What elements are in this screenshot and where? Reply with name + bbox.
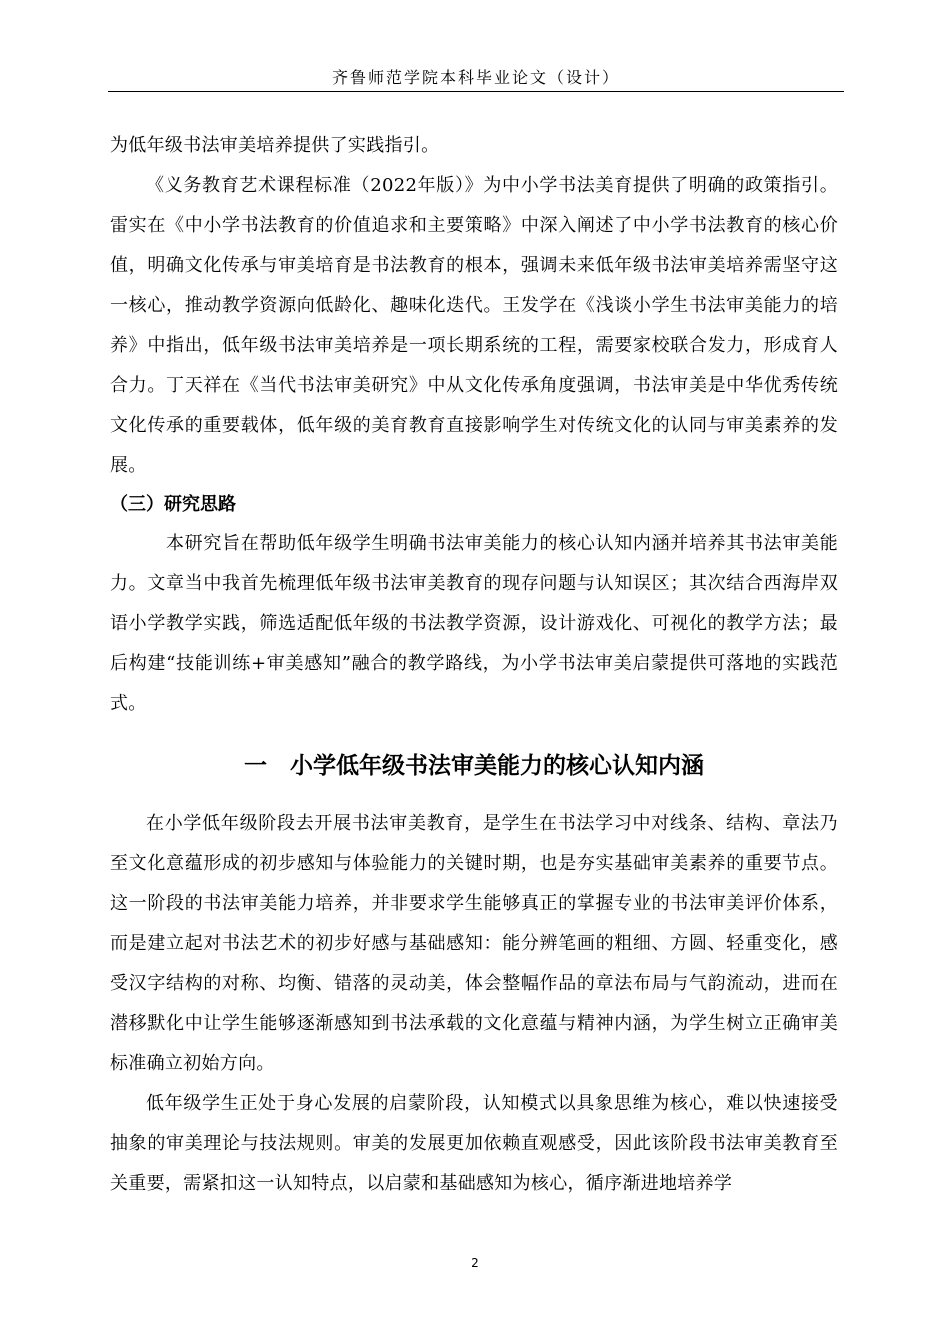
paragraph-chapter-cognition: 低年级学生正处于身心发展的启蒙阶段，认知模式以具象思维为核心，难以快速接受抽象的审美理论与技法规则。审美的发展更加依赖直观感受，因此该阶段书法审美教育至关重要，需紧扣这一认知特点，以启蒙和基础感知为核心，循序渐进地培养学 — [110, 1093, 838, 1194]
paragraph-policy-review: 《义务教育艺术课程标准（2022年版）》为中小学书法美育提供了明确的政策指引。雷实在《中小学书法教育的价值追求和主要策略》中深入阐述了中小学书法教育的核心价值，明确文化传承与审美培育是书法教育的根本，强调未来低年级书法审美培养需坚守这一核心，推动教学资源向低龄化、趣味化迭代。王发学在《浅谈小学生书法审美能力的培养》中指出，低年级书法审美培养是一项长期系统的工程，需要家校联合发力，形成育人合力。丁天祥在《当代书法审美研究》中从文化传承角度强调，书法审美是中华优秀传统文化传承的重要载体，低年级的美育教育直接影响学生对传统文化的认同与审美素养的发展。 — [110, 175, 838, 476]
paragraph-continuation: 为低年级书法审美培养提供了实践指引。 — [110, 135, 440, 156]
paragraph-research-approach: 本研究旨在帮助低年级学生明确书法审美能力的核心认知内涵并培养其书法审美能力。文章当中我首先梳理低年级书法审美教育的现存问题与认知误区；其次结合西海岸双语小学教学实践，筛选适配低年级的书法教学资源，设计游戏化、可视化的教学方法；最后构建“技能训练+审美感知”融合的教学路线，为小学书法审美启蒙提供可落地的实践范式。 — [110, 533, 838, 714]
page-number: 2 — [471, 1256, 479, 1270]
chapter-heading: 一 小学低年级书法审美能力的核心认知内涵 — [244, 753, 704, 779]
header-rule — [108, 91, 844, 92]
section-heading-research-approach: （三）研究思路 — [110, 494, 236, 515]
paragraph-chapter-intro: 在小学低年级阶段去开展书法审美教育，是学生在书法学习中对线条、结构、章法乃至文化意蕴形成的初步感知与体验能力的关键时期，也是夯实基础审美素养的重要节点。这一阶段的书法审美能力培养，并非要求学生能够真正的掌握专业的书法审美评价体系，而是建立起对书法艺术的初步好感与基础感知：能分辨笔画的粗细、方圆、轻重变化，感受汉字结构的对称、均衡、错落的灵动美，体会整幅作品的章法布局与气韵流动，进而在潜移默化中让学生能够逐渐感知到书法承载的文化意蕴与精神内涵，为学生树立正确审美标准确立初始方向。 — [110, 813, 838, 1074]
running-header: 齐鲁师范学院本科毕业论文（设计） — [331, 68, 620, 87]
body-text — [110, 126, 838, 1204]
